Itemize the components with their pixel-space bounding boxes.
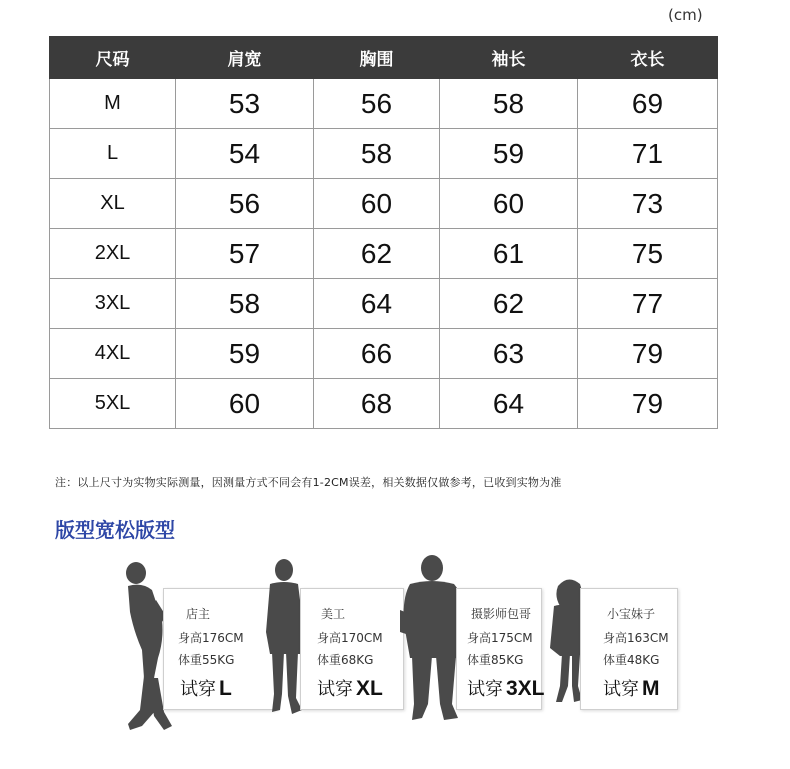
shoulder-cell: 56 (176, 179, 314, 229)
size-cell: L (50, 129, 176, 179)
shoulder-cell: 59 (176, 329, 314, 379)
size-table (49, 36, 718, 429)
header-sleeve: 袖长 (440, 37, 578, 79)
shoulder-cell: 57 (176, 229, 314, 279)
sleeve-cell: 61 (440, 229, 578, 279)
try-size: 3XL (506, 677, 545, 700)
chest-cell: 66 (314, 329, 440, 379)
model-card (456, 588, 545, 710)
fit-title: 版型宽松版型 (55, 518, 175, 542)
sleeve-cell: 63 (440, 329, 578, 379)
header-length: 衣长 (578, 37, 718, 79)
model-role: 小宝妹子 (607, 607, 656, 621)
table-row (50, 79, 718, 129)
unit-label: (cm) (668, 6, 703, 24)
model-try (467, 675, 545, 701)
model-height: 身高163CM (603, 631, 669, 645)
table-row (50, 129, 718, 179)
try-label: 试穿 (180, 679, 216, 700)
sleeve-cell: 64 (440, 379, 578, 429)
shoulder-cell: 60 (176, 379, 314, 429)
chest-cell: 58 (314, 129, 440, 179)
model-try (180, 675, 232, 701)
length-cell: 75 (578, 229, 718, 279)
sleeve-cell: 59 (440, 129, 578, 179)
length-cell: 79 (578, 379, 718, 429)
shoulder-cell: 54 (176, 129, 314, 179)
header-chest: 胸围 (314, 37, 440, 79)
table-row (50, 329, 718, 379)
model-card (580, 588, 678, 710)
try-label: 试穿 (603, 679, 639, 700)
chest-cell: 56 (314, 79, 440, 129)
chest-cell: 68 (314, 379, 440, 429)
model-card (300, 588, 404, 710)
table-row (50, 379, 718, 429)
table-row (50, 229, 718, 279)
sleeve-cell: 60 (440, 179, 578, 229)
model-height: 身高175CM (467, 631, 533, 645)
try-size: XL (356, 677, 383, 700)
size-cell: 5XL (50, 379, 176, 429)
model-weight: 体重48KG (603, 653, 660, 667)
model-role: 美工 (321, 607, 346, 621)
chest-cell: 60 (314, 179, 440, 229)
size-cell: XL (50, 179, 176, 229)
table-row (50, 179, 718, 229)
length-cell: 69 (578, 79, 718, 129)
size-cell: 2XL (50, 229, 176, 279)
try-size: L (219, 677, 232, 700)
try-label: 试穿 (317, 679, 353, 700)
chest-cell: 62 (314, 229, 440, 279)
measurement-note: 注：以上尺寸为实物实际测量，因测量方式不同会有1-2CM误差，相关数据仅做参考，已收到实物为准 (55, 476, 562, 489)
length-cell: 79 (578, 329, 718, 379)
header-size: 尺码 (50, 37, 176, 79)
length-cell: 73 (578, 179, 718, 229)
try-size: M (642, 677, 660, 700)
try-label: 试穿 (467, 679, 503, 700)
model-try (603, 675, 660, 701)
model-role: 摄影师包哥 (471, 607, 532, 621)
table-row (50, 279, 718, 329)
model-weight: 体重55KG (178, 653, 235, 667)
shoulder-cell: 58 (176, 279, 314, 329)
model-card (163, 588, 277, 710)
sleeve-cell: 62 (440, 279, 578, 329)
size-cell: 4XL (50, 329, 176, 379)
table-header-row (50, 37, 718, 79)
size-cell: 3XL (50, 279, 176, 329)
model-try (317, 675, 383, 701)
model-height: 身高176CM (178, 631, 244, 645)
length-cell: 71 (578, 129, 718, 179)
model-role: 店主 (186, 607, 211, 621)
size-cell: M (50, 79, 176, 129)
length-cell: 77 (578, 279, 718, 329)
chest-cell: 64 (314, 279, 440, 329)
sleeve-cell: 58 (440, 79, 578, 129)
model-weight: 体重85KG (467, 653, 524, 667)
model-height: 身高170CM (317, 631, 383, 645)
header-shoulder: 肩宽 (176, 37, 314, 79)
shoulder-cell: 53 (176, 79, 314, 129)
model-weight: 体重68KG (317, 653, 374, 667)
